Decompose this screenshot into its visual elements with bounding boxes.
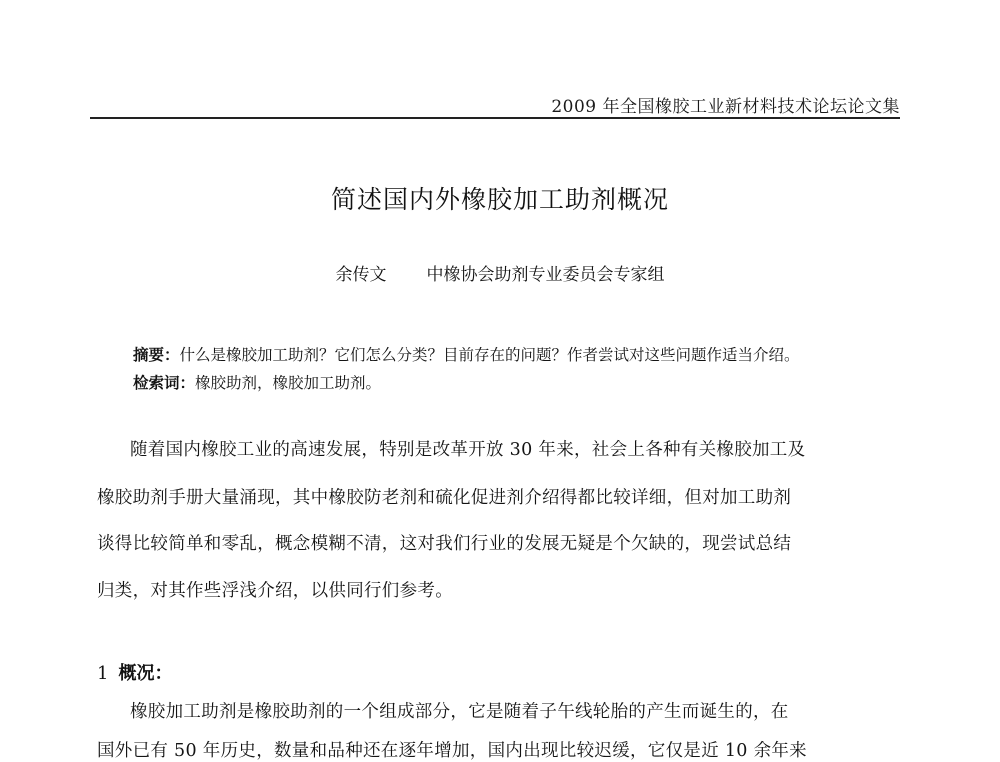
section-number: 1 — [97, 663, 109, 684]
section-title: 概况： — [118, 663, 173, 684]
intro-line-2: 橡胶助剂手册大量涌现，其中橡胶防老剂和硫化促进剂介绍得都比较详细，但对加工助剂 — [97, 488, 792, 508]
keywords-label: 检索词： — [133, 373, 196, 392]
intro-line-4: 归类，对其作些浮浅介绍，以供同行们参考。 — [97, 581, 453, 601]
abstract — [133, 343, 800, 365]
keywords-text: 橡胶助剂，橡胶加工助剂。 — [195, 374, 382, 392]
intro-line-3: 谈得比较简单和零乱，概念模糊不清，这对我们行业的发展无疑是个欠缺的，现尝试总结 — [97, 534, 792, 554]
paper-title: 简述国内外橡胶加工助剂概况 — [330, 185, 669, 214]
section1-line-1: 橡胶加工助剂是橡胶助剂的一个组成部分，它是随着子午线轮胎的产生而诞生的，在 — [130, 702, 789, 722]
section-heading — [97, 659, 172, 685]
intro-line-1: 随着国内橡胶工业的高速发展，特别是改革开放 30 年来，社会上各种有关橡胶加工及 — [130, 440, 806, 460]
author-line — [0, 260, 1000, 285]
running-header: 2009 年全国橡胶工业新材料技术论坛论文集 — [551, 97, 900, 117]
author-name: 余传文 — [335, 265, 387, 285]
keywords — [133, 371, 381, 393]
abstract-text: 什么是橡胶加工助剂？它们怎么分类？目前存在的问题？作者尝试对这些问题作适当介绍。 — [179, 346, 800, 364]
section1-line-2: 国外已有 50 年历史，数量和品种还在逐年增加，国内出现比较迟缓，它仅是近 10 余年来 — [97, 741, 807, 761]
header-rule — [90, 117, 900, 119]
abstract-label: 摘要： — [133, 345, 180, 364]
author-affiliation: 中橡协会助剂专业委员会专家组 — [426, 265, 665, 285]
